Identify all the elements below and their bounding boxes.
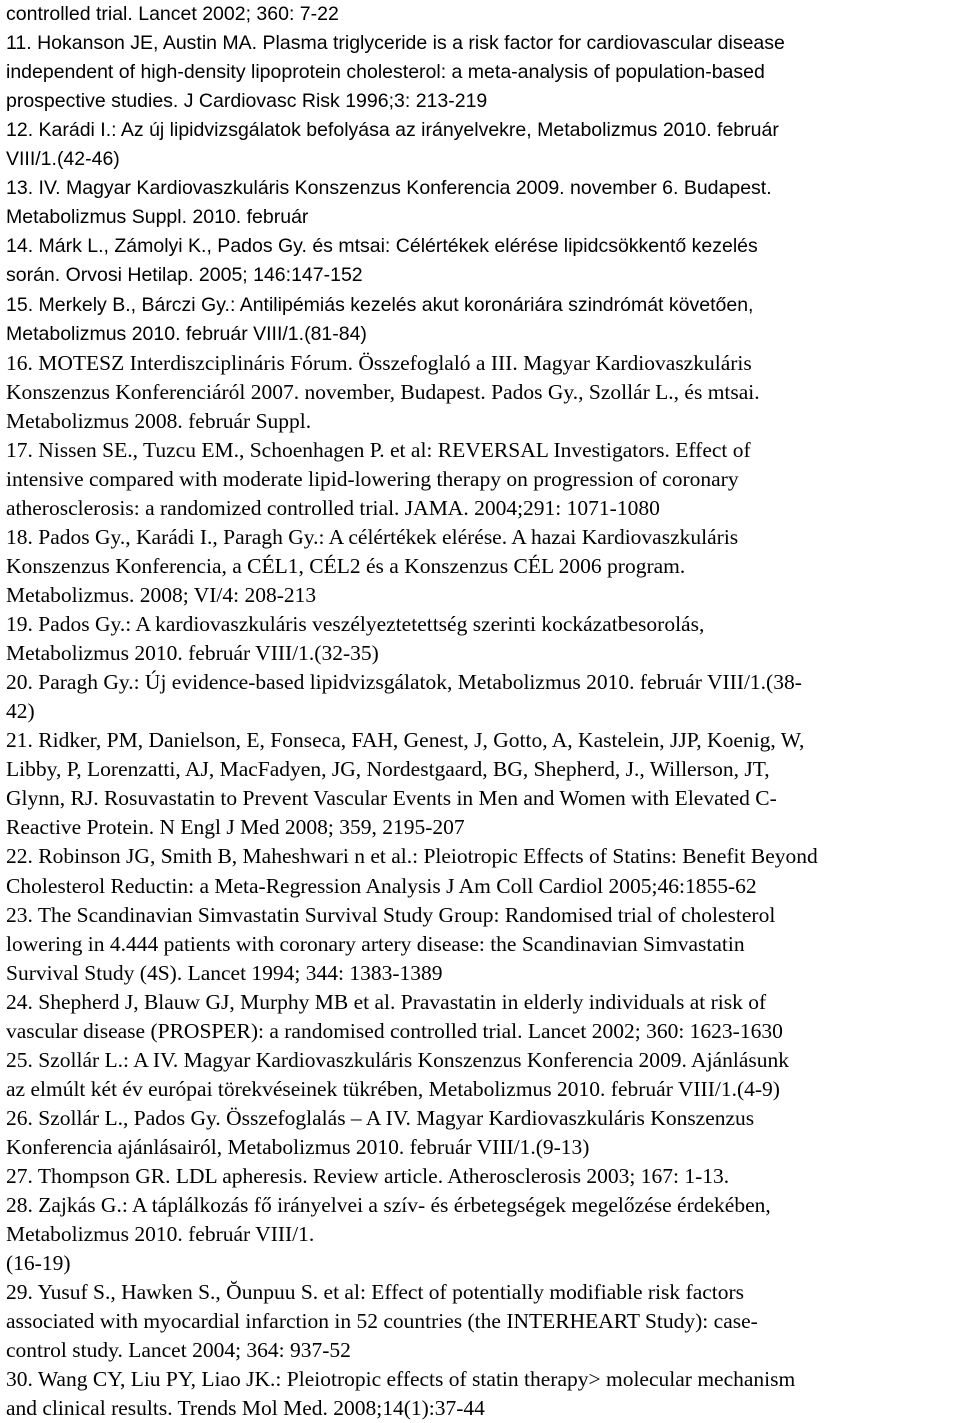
- reference-line: Libby, P, Lorenzatti, AJ, MacFadyen, JG, Nordestgaard, BG, Shepherd, J., Willerson, JT,: [6, 757, 770, 782]
- reference-line: az elmúlt két év európai törekvéseinek tükrében, Metabolizmus 2010. február VIII/1.(4-9): [6, 1076, 780, 1101]
- reference-line: associated with myocardial infarction in 52 countries (the INTERHEART Study): case-: [6, 1309, 758, 1334]
- reference-line: Konszenzus Konferencia, a CÉL1, CÉL2 és a Konszenzus CÉL 2006 program.: [6, 553, 686, 578]
- reference-line: 28. Zajkás G.: A táplálkozás fő irányelvei a szív- és érbetegségek megelőzése érdekében,: [6, 1193, 771, 1218]
- reference-line: 12. Karádi I.: Az új lipidvizsgálatok befolyása az irányelvekre, Metabolizmus 2010. február: [6, 119, 779, 142]
- reference-line: Metabolizmus 2010. február VIII/1.(32-35): [6, 641, 379, 666]
- reference-line: 13. IV. Magyar Kardiovaszkuláris Konszenzus Konferencia 2009. november 6. Budapest.: [6, 177, 772, 200]
- reference-line: atherosclerosis: a randomized controlled trial. JAMA. 2004;291: 1071-1080: [6, 495, 660, 520]
- reference-line: 17. Nissen SE., Tuzcu EM., Schoenhagen P. et al: REVERSAL Investigators. Effect of: [6, 437, 751, 462]
- reference-line: 25. Szollár L.: A IV. Magyar Kardiovaszkuláris Konszenzus Konferencia 2009. Ajánlásunk: [6, 1047, 789, 1072]
- reference-line: 15. Merkely B., Bárczi Gy.: Antilipémiás kezelés akut koronáriára szindrómát követően,: [6, 293, 754, 316]
- reference-line: 26. Szollár L., Pados Gy. Összefoglalás – A IV. Magyar Kardiovaszkuláris Konszenzus: [6, 1105, 755, 1130]
- reference-line: Konszenzus Konferenciáról 2007. november, Budapest. Pados Gy., Szollár L., és mtsai.: [6, 379, 760, 404]
- reference-line: 23. The Scandinavian Simvastatin Survival Study Group: Randomised trial of cholesterol: [6, 902, 776, 927]
- reference-line: control study. Lancet 2004; 364: 937-52: [6, 1338, 351, 1363]
- reference-line: Reactive Protein. N Engl J Med 2008; 359, 2195-207: [6, 815, 465, 840]
- reference-line: 16. MOTESZ Interdiszciplináris Fórum. Összefoglaló a III. Magyar Kardiovaszkuláris: [6, 350, 752, 375]
- reference-line: Glynn, RJ. Rosuvastatin to Prevent Vascular Events in Men and Women with Elevated C-: [6, 786, 777, 811]
- reference-line: Metabolizmus 2010. február VIII/1.(81-84): [6, 322, 367, 345]
- reference-line: 27. Thompson GR. LDL apheresis. Review article. Atherosclerosis 2003; 167: 1-13.: [6, 1164, 730, 1188]
- reference-line: intensive compared with moderate lipid-lowering therapy on progression of coronary: [6, 466, 739, 491]
- reference-line: (16-19): [6, 1251, 71, 1276]
- reference-line: vascular disease (PROSPER): a randomised controlled trial. Lancet 2002; 360: 1623-1630: [6, 1018, 783, 1043]
- reference-line: Survival Study (4S). Lancet 1994; 344: 1383-1389: [6, 960, 443, 985]
- reference-line: 20. Paragh Gy.: Új evidence-based lipidvizsgálatok, Metabolizmus 2010. február VIII/1.(38-: [6, 670, 802, 695]
- reference-line: 11. Hokanson JE, Austin MA. Plasma triglyceride is a risk factor for cardiovascular disease: [6, 32, 785, 55]
- reference-line: 18. Pados Gy., Karádi I., Paragh Gy.: A célértékek elérése. A hazai Kardiovaszkuláris: [6, 524, 739, 549]
- reference-line: során. Orvosi Hetilap. 2005; 146:147-152: [6, 264, 363, 287]
- reference-line: prospective studies. J Cardiovasc Risk 1996;3: 213-219: [6, 90, 488, 113]
- reference-line: Metabolizmus Suppl. 2010. február: [6, 206, 309, 229]
- reference-line: 29. Yusuf S., Hawken S., Ŏunpuu S. et al: Effect of potentially modifiable risk factors: [6, 1280, 745, 1305]
- reference-line: independent of high-density lipoprotein cholesterol: a meta-analysis of population-based: [6, 61, 765, 84]
- reference-line: 14. Márk L., Zámolyi K., Pados Gy. és mtsai: Célértékek elérése lipidcsökkentő kezelés: [6, 235, 758, 258]
- reference-line: VIII/1.(42-46): [6, 148, 120, 171]
- reference-line: controlled trial. Lancet 2002; 360: 7-22: [6, 3, 339, 25]
- reference-line: 24. Shepherd J, Blauw GJ, Murphy MB et al. Pravastatin in elderly individuals at risk of: [6, 989, 767, 1014]
- reference-line: lowering in 4.444 patients with coronary artery disease: the Scandinavian Simvastatin: [6, 931, 745, 956]
- reference-line: Metabolizmus 2008. február Suppl.: [6, 408, 312, 433]
- reference-line: Metabolizmus. 2008; VI/4: 208-213: [6, 583, 317, 607]
- reference-line: Metabolizmus 2010. február VIII/1.: [6, 1222, 315, 1247]
- reference-line: 22. Robinson JG, Smith B, Maheshwari n et al.: Pleiotropic Effects of Statins: Benefit Beyond: [6, 844, 818, 869]
- reference-line: 30. Wang CY, Liu PY, Liao JK.: Pleiotropic effects of statin therapy> molecular mechanism: [6, 1367, 796, 1392]
- reference-line: 42): [6, 699, 35, 724]
- reference-line: 21. Ridker, PM, Danielson, E, Fonseca, FAH, Genest, J, Gotto, A, Kastelein, JJP, Koenig, W,: [6, 728, 805, 753]
- reference-line: Konferencia ajánlásairól, Metabolizmus 2010. február VIII/1.(9-13): [6, 1134, 590, 1159]
- reference-line: Cholesterol Reductin: a Meta-Regression Analysis J Am Coll Cardiol 2005;46:1855-62: [6, 873, 757, 898]
- reference-line: 19. Pados Gy.: A kardiovaszkuláris veszélyeztetettség szerinti kockázatbesorolás,: [6, 612, 705, 637]
- reference-line: and clinical results. Trends Mol Med. 2008;14(1):37-44: [6, 1396, 485, 1421]
